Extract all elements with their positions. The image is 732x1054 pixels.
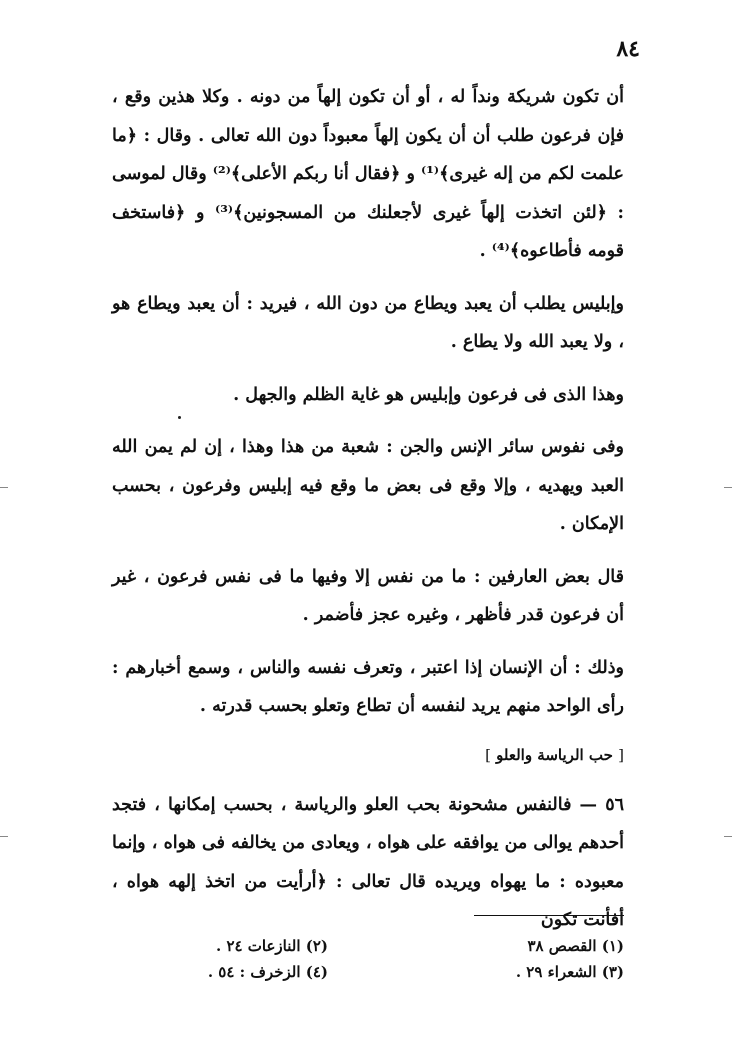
paragraph-5: قال بعض العارفين : ما من نفس إلا وفيها ما فى نفس فرعون ، غير أن فرعون قدر فأظهر ، وغيره عجز فأضمر . [112, 566, 624, 625]
footnote-2: (٢) النازعات ٢٤ . [215, 937, 328, 955]
heading-bracket-open: [ [618, 745, 624, 764]
paragraph-6: وذلك : أن الإنسان إذا اعتبر ، وتعرف نفسه والناس ، وسمع أخبارهم : رأى الواحد منهم يريد لنفسه أن تطاع وتعلو بحسب قدرته . [112, 657, 624, 716]
paragraph-1: أن تكون شريكة ونداً له ، أو أن تكون إلهاً من دونه . وكلا هذين وقع ، فإن فرعون طلب أن أن يكون إلهاً معبوداً دون الله تعالى . وقال : ﴿ما علمت لكم من إله غيرى﴾⁽¹⁾ و ﴿فقال أنا ربكم الأعلى﴾⁽²⁾ وقال لموسى : ﴿لئن اتخذت إلهاً غيرى لأجعلنك من المسجونين﴾⁽³⁾ و ﴿فاستخف قومه فأطاعوه﴾⁽⁴⁾ . [112, 87, 624, 261]
scan-speck [178, 416, 181, 419]
scan-margin-mark [724, 836, 732, 837]
main-text [112, 78, 624, 954]
page-number: ٨٤ [616, 36, 640, 62]
footnotes [112, 934, 624, 984]
footnote-3: (٣) الشعراء ٢٩ . [515, 963, 624, 981]
paragraph-4: وفى نفوس سائر الإنس والجن : شعبة من هذا وهذا ، إن لم يمن الله العبد ويهديه ، وإلا وقع فى بعض ما وقع فيه إبليس وفرعون ، بحسب الإمكان . [112, 437, 624, 534]
footnote-divider [474, 915, 624, 916]
scan-margin-mark [0, 836, 8, 837]
section-heading [112, 740, 624, 770]
heading-text: حب الرياسة والعلو [496, 745, 613, 764]
heading-bracket-close: ] [485, 745, 491, 764]
paragraph-2: وإبليس يطلب أن يعبد ويطاع من دون الله ، فيريد : أن يعبد ويطاع هو ، ولا يعبد الله ولا يطاع . [112, 293, 624, 352]
scan-margin-mark [724, 487, 732, 488]
paragraph-3: وهذا الذى فى فرعون وإبليس هو غاية الظلم والجهل . [233, 384, 624, 405]
footnote-4: (٤) الزخرف : ٥٤ . [207, 963, 328, 981]
scan-margin-mark [0, 487, 8, 488]
footnote-1: (١) القصص ٣٨ [527, 937, 624, 955]
numbered-paragraph-56: ٥٦ — فالنفس مشحونة بحب العلو والرياسة ، بحسب إمكانها ، فتجد أحدهم يوالى من يوافقه على هواه ، ويعادى من يخالفه فى هواه ، وإنما معبوده : ما يهواه ويريده قال تعالى : ﴿أرأيت من اتخذ إلهه هواه ، أفأنت تكون [112, 794, 624, 930]
